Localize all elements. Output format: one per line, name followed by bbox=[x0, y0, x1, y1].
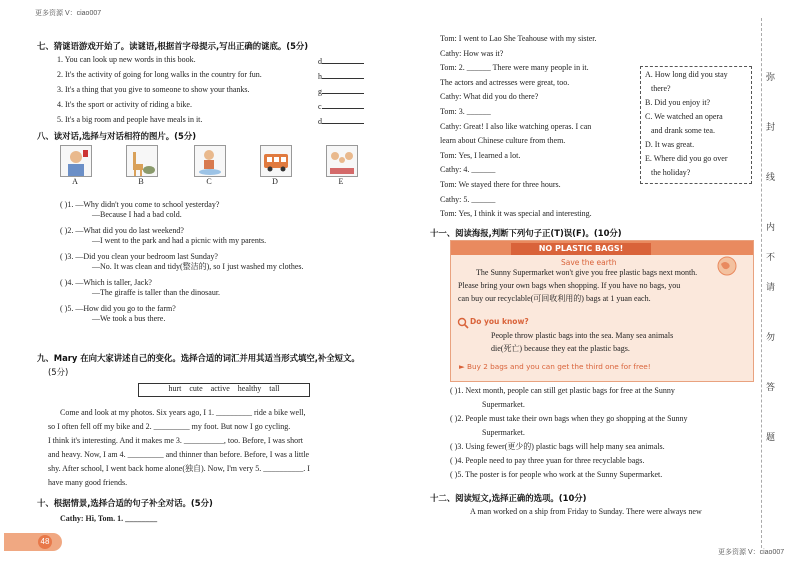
dialogue-question: ( )3. —Did you clean your bedroom last Sunday? bbox=[60, 252, 218, 261]
seal-char: 线 bbox=[766, 173, 776, 183]
section-12-title: 十二、阅读短文,选择正确的选项。(10分) bbox=[430, 493, 587, 503]
tf-item: Supermarket. bbox=[482, 428, 525, 437]
answer-blank[interactable] bbox=[322, 100, 364, 109]
passage-line: have many good friends. bbox=[48, 478, 128, 487]
option-line: D. It was great. bbox=[645, 140, 695, 149]
washing-clothes-image bbox=[194, 145, 226, 177]
answer-blank[interactable] bbox=[322, 55, 364, 64]
option-line: C. We watched an opera bbox=[645, 112, 723, 121]
dialogue-line: Cathy: How was it? bbox=[440, 48, 504, 58]
dialogue-line: Tom: 2. ______ There were many people in it. bbox=[440, 63, 589, 73]
section-8-title: 八、读对话,选择与对话相符的图片。(5分) bbox=[37, 131, 197, 141]
option-line: A. How long did you stay bbox=[645, 70, 728, 79]
dialogue-line: Tom: Yes, I learned a lot. bbox=[440, 150, 521, 160]
section-12-first-line: A man worked on a ship from Friday to Sunday. There were always new bbox=[470, 507, 702, 516]
section-7-answers: d h g c d bbox=[318, 55, 364, 130]
section-9-passage bbox=[48, 408, 310, 492]
section-10-title: 十、根据情景,选择合适的句子补全对话。(5分) bbox=[37, 498, 213, 508]
riddle-item: 2. It's the activity of going for long walks in the country for fun. bbox=[57, 70, 262, 79]
dialogue-line: learn about Chinese culture from them. bbox=[440, 136, 566, 146]
dialogue-question: ( )4. —Which is taller, Jack? bbox=[60, 278, 152, 287]
option-line: B. Did you enjoy it? bbox=[645, 98, 711, 107]
right-dialogue bbox=[440, 34, 640, 224]
option-line: E. Where did you go over bbox=[645, 154, 728, 163]
dialogue-line: Tom: I went to Lao She Teahouse with my sister. bbox=[440, 34, 597, 43]
tf-item: ( )2. People must take their own bags when they go shopping at the Sunny bbox=[450, 414, 688, 423]
poster-title: NO PLASTIC BAGS! bbox=[511, 243, 651, 255]
seal-char: 勿 bbox=[766, 333, 776, 343]
section-7-title: 七、猜谜语游戏开始了。读谜语,根据首字母提示,写出正确的谜底。(5分) bbox=[37, 41, 309, 51]
answer-blank[interactable] bbox=[322, 115, 364, 124]
dialogue-line: The actors and actresses were great, too. bbox=[440, 77, 570, 87]
dialogue-question: ( )5. —How did you go to the farm? bbox=[60, 304, 176, 313]
dialogue-line: Tom: Yes, I think it was special and interesting. bbox=[440, 209, 592, 219]
dialogue-answer: —Because I had a bad cold. bbox=[92, 210, 182, 219]
options-box bbox=[640, 66, 752, 184]
dialogue-line: Cathy: 4. ______ bbox=[440, 165, 496, 175]
picture-label: B bbox=[138, 177, 144, 186]
picture-label: C bbox=[206, 177, 212, 186]
picture-label: D bbox=[272, 177, 278, 186]
bus-image bbox=[260, 145, 292, 177]
dialogue-answer: —The giraffe is taller than the dinosaur. bbox=[92, 288, 221, 297]
poster-know-heading: Do you know? bbox=[470, 317, 529, 326]
riddle-item: 3. It's a thing that you give to someone to show your thanks. bbox=[57, 85, 250, 94]
seal-char: 题 bbox=[766, 433, 776, 443]
picture-b bbox=[126, 145, 158, 186]
dialogue-answer: —We took a bus there. bbox=[92, 314, 166, 323]
passage-line: so I often fell off my bike and 2. _________ my foot. But now I go cycling. bbox=[48, 422, 291, 431]
seal-char: 弥 bbox=[766, 73, 776, 83]
tf-item: ( )1. Next month, people can still get plastic bags for free at the Sunny bbox=[450, 386, 675, 395]
poster-know-line: People throw plastic bags into the sea. Many sea animals bbox=[491, 331, 674, 340]
page-number: 48 bbox=[38, 535, 52, 549]
option-line: and drank some tea. bbox=[645, 126, 715, 135]
poster-body-line: The Sunny Supermarket won't give you free plastic bags next month. bbox=[476, 268, 698, 277]
dialogue-line: Cathy: What did you do there? bbox=[440, 92, 539, 102]
picture-e bbox=[326, 145, 358, 186]
page-number-tab bbox=[4, 533, 62, 551]
seal-char: 请 bbox=[766, 283, 776, 293]
earth-icon bbox=[709, 255, 745, 277]
tf-item: ( )4. People need to pay three yuan for three recyclable bags. bbox=[450, 456, 645, 465]
passage-line: I think it's interesting. And it makes me 3. __________, too. Before, I was short bbox=[48, 436, 303, 445]
section-7-items bbox=[57, 55, 262, 130]
seal-char: 内 bbox=[766, 223, 776, 233]
section-9-score: (5分) bbox=[48, 367, 69, 377]
word-box: hurt cute active healthy tall bbox=[138, 383, 310, 397]
picture-row bbox=[60, 145, 360, 195]
passage-line: Come and look at my photos. Six years ago, I 1. _________ ride a bike well, bbox=[60, 408, 306, 417]
seal-char: 封 bbox=[766, 123, 776, 133]
passage-line: shy. After school, I went back home alone(独自). Now, I'm very 5. __________. I bbox=[48, 464, 310, 473]
footer-source: 更多资源 V：ciao007 bbox=[718, 549, 785, 556]
magnifier-icon bbox=[457, 316, 469, 328]
passage-line: and heavy. Now, I am 4. _________ and thinner than before. Before, I was a little bbox=[48, 450, 310, 459]
answer-blank[interactable] bbox=[322, 85, 364, 94]
picture-c bbox=[194, 145, 226, 186]
tf-item: Supermarket. bbox=[482, 400, 525, 409]
tf-item: ( )3. Using fewer(更少的) plastic bags will help many sea animals. bbox=[450, 442, 665, 451]
dialogue-line: Tom: 3. ______ bbox=[440, 106, 491, 116]
poster-body-line: Please bring your own bags when shopping. If you have no bags, you bbox=[458, 281, 681, 290]
seal-char: 不 bbox=[766, 253, 776, 263]
option-line: there? bbox=[645, 84, 671, 93]
section-9-title: 九、Mary 在向大家讲述自己的变化。选择合适的词汇并用其适当形式填空,补全短文。 bbox=[37, 353, 360, 363]
section-8-dialogues bbox=[60, 200, 304, 324]
option-line: the holiday? bbox=[645, 168, 691, 177]
giraffe-dinosaur-image bbox=[126, 145, 158, 177]
picture-a bbox=[60, 145, 92, 186]
pin-icon: ► bbox=[459, 362, 467, 371]
poster-know-line: die(死亡) because they eat the plastic bags. bbox=[491, 344, 630, 353]
picture-d bbox=[260, 145, 292, 186]
dialogue-answer: —No. It was clean and tidy(整洁的), so I just washed my clothes. bbox=[92, 262, 304, 271]
dialogue-line: Cathy: Great! I also like watching operas. I can bbox=[440, 121, 592, 131]
section-11-items bbox=[450, 386, 688, 484]
dialogue-first-line: Cathy: Hi, Tom. 1. ________ bbox=[60, 514, 158, 523]
seal-text bbox=[766, 70, 786, 460]
dialogue-answer: —I went to the park and had a picnic with my parents. bbox=[92, 236, 267, 245]
tf-item: ( )5. The poster is for people who work at the Sunny Supermarket. bbox=[450, 470, 663, 479]
poster-body-line: can buy our recyclable(可回收利用的) bags at 1 yuan each. bbox=[458, 294, 651, 303]
picture-label: E bbox=[338, 177, 344, 186]
dialogue-line: Cathy: 5. ______ bbox=[440, 194, 496, 204]
dialogue-question: ( )1. —Why didn't you come to school yesterday? bbox=[60, 200, 220, 209]
poster bbox=[450, 240, 754, 382]
dialogue-question: ( )2. —What did you do last weekend? bbox=[60, 226, 184, 235]
answer-blank[interactable] bbox=[322, 70, 364, 79]
section-11-title: 十一、阅读海报,判断下列句子正(T)误(F)。(10分) bbox=[430, 228, 622, 238]
riddle-item: 4. It's the sport or activity of riding a bike. bbox=[57, 100, 192, 109]
seal-line bbox=[761, 18, 762, 548]
picture-label: A bbox=[72, 177, 78, 186]
header-source: 更多资源 V：ciao007 bbox=[35, 10, 102, 17]
poster-slogan: Save the earth bbox=[561, 258, 617, 267]
poster-offer: ► Buy 2 bags and you can get the third one for free! bbox=[459, 362, 651, 371]
riddle-item: 5. It's a big room and people have meals in it. bbox=[57, 115, 203, 124]
dialogue-line: Tom: We stayed there for three hours. bbox=[440, 179, 561, 189]
seal-char: 答 bbox=[766, 383, 776, 393]
family-picnic-image bbox=[326, 145, 358, 177]
riddle-item: 1. You can look up new words in this book. bbox=[57, 55, 196, 64]
sick-boy-image bbox=[60, 145, 92, 177]
